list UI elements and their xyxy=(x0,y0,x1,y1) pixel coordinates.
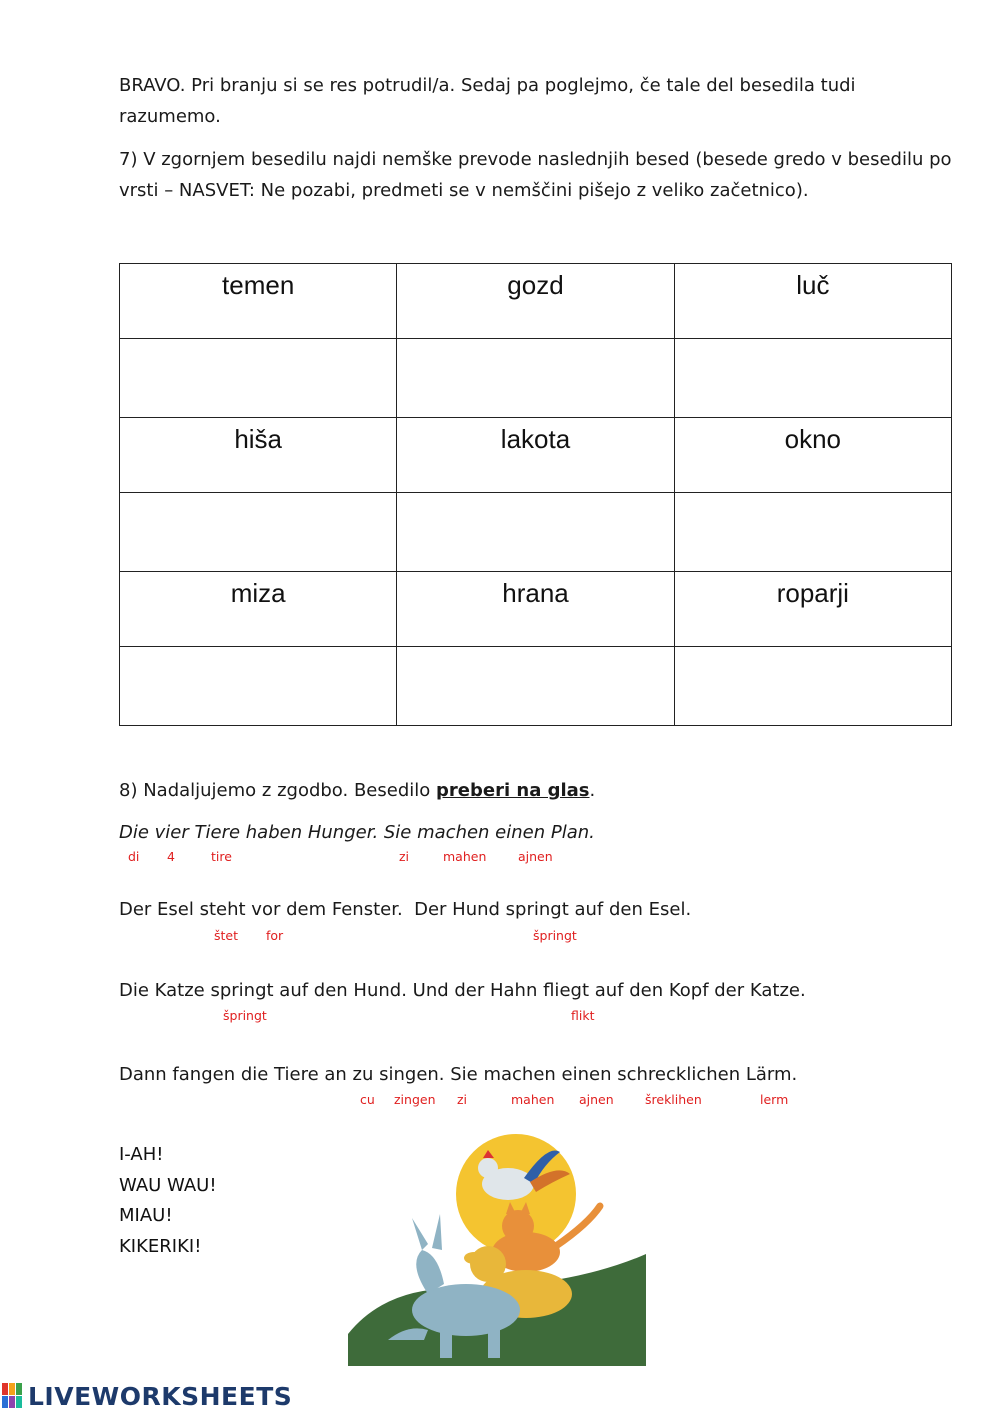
sound-donkey: I-AH! xyxy=(119,1144,164,1165)
slovene-word-cell: miza xyxy=(120,572,397,647)
answer-cell xyxy=(120,647,397,726)
intro-paragraph: BRAVO. Pri branju si se res potrudil/a. Sedaj pa poglejmo, če tale del besedila tudi razumemo. xyxy=(119,75,856,127)
answer-input-lakota[interactable] xyxy=(397,493,673,571)
answer-cell xyxy=(674,647,951,726)
task8-heading xyxy=(119,780,595,801)
pronunciation-hint: zi xyxy=(457,1092,468,1107)
answer-input-okno[interactable] xyxy=(675,493,951,571)
pronunciation-hint: zingen xyxy=(394,1092,436,1107)
table-row xyxy=(120,264,952,339)
answer-input-temen[interactable] xyxy=(120,339,396,417)
answer-input-hisa[interactable] xyxy=(120,493,396,571)
answer-input-miza[interactable] xyxy=(120,647,396,725)
answer-cell xyxy=(120,339,397,418)
pronunciation-hint: di xyxy=(128,849,140,864)
pronunciation-hint: špringt xyxy=(533,928,577,943)
pronunciation-hint: zi xyxy=(399,849,410,864)
answer-cell xyxy=(674,493,951,572)
table-row xyxy=(120,647,952,726)
slovene-word-cell: gozd xyxy=(397,264,674,339)
story-sentence: Die Katze springt auf den Hund. Und der Hahn fliegt auf den Kopf der Katze. xyxy=(119,980,806,1001)
answer-cell xyxy=(674,339,951,418)
pronunciation-hint: cu xyxy=(360,1092,375,1107)
slovene-word-cell: temen xyxy=(120,264,397,339)
sound-rooster: KIKERIKI! xyxy=(119,1235,202,1257)
story-sentence: Der Esel steht vor dem Fenster. Der Hund springt auf den Esel. xyxy=(119,899,692,920)
pronunciation-hint: flikt xyxy=(571,1008,595,1023)
slovene-word-cell: okno xyxy=(674,418,951,493)
pronunciation-hint: mahen xyxy=(511,1092,555,1107)
logo-grid-icon xyxy=(2,1383,28,1409)
vocabulary-table xyxy=(119,263,952,726)
answer-cell xyxy=(397,339,674,418)
pronunciation-hint: for xyxy=(266,928,284,943)
liveworksheets-logo xyxy=(2,1381,292,1411)
answer-cell xyxy=(120,493,397,572)
pronunciation-hint: lerm xyxy=(760,1092,789,1107)
task7-instruction: 7) V zgornjem besedilu najdi nemške prevode naslednjih besed (besede gredo v besedilu po vrsti – NASVET: Ne pozabi, predmeti se v nemščini pišejo z veliko začetnico). xyxy=(119,149,952,201)
story-sentence: Dann fangen die Tiere an zu singen. Sie machen einen schrecklichen Lärm. xyxy=(119,1064,798,1085)
logo-text: LIVEWORKSHEETS xyxy=(28,1381,293,1411)
answer-cell xyxy=(397,493,674,572)
task8-heading-suffix: . xyxy=(589,780,596,801)
table-row xyxy=(120,418,952,493)
pronunciation-hint: mahen xyxy=(443,849,487,864)
task8-heading-emphasis: preberi na glas xyxy=(436,780,590,801)
pronunciation-hint: špringt xyxy=(223,1008,267,1023)
slovene-word-cell: hrana xyxy=(397,572,674,647)
pronunciation-hint: tire xyxy=(211,849,232,864)
table-row xyxy=(120,339,952,418)
pronunciation-hint: ajnen xyxy=(579,1092,614,1107)
task8-heading-prefix: 8) Nadaljujemo z zgodbo. Besedilo xyxy=(119,780,436,801)
slovene-word-cell: hiša xyxy=(120,418,397,493)
pronunciation-hint: šreklihen xyxy=(645,1092,702,1107)
answer-input-hrana[interactable] xyxy=(397,647,673,725)
pronunciation-hint: ajnen xyxy=(518,849,553,864)
pronunciation-hint: štet xyxy=(214,928,239,943)
table-row xyxy=(120,572,952,647)
pronunciation-hint: 4 xyxy=(167,849,175,864)
answer-input-roparji[interactable] xyxy=(675,647,951,725)
answer-input-luc[interactable] xyxy=(675,339,951,417)
story-sentence: Die vier Tiere haben Hunger. Sie machen einen Plan. xyxy=(119,822,595,843)
table-row xyxy=(120,493,952,572)
animal-sounds xyxy=(119,1140,217,1262)
bremen-musicians-illustration xyxy=(348,1134,646,1366)
slovene-word-cell: lakota xyxy=(397,418,674,493)
answer-cell xyxy=(397,647,674,726)
sound-cat: MIAU! xyxy=(119,1205,173,1226)
slovene-word-cell: roparji xyxy=(674,572,951,647)
answer-input-gozd[interactable] xyxy=(397,339,673,417)
slovene-word-cell: luč xyxy=(674,264,951,339)
sound-dog: WAU WAU! xyxy=(119,1174,217,1196)
